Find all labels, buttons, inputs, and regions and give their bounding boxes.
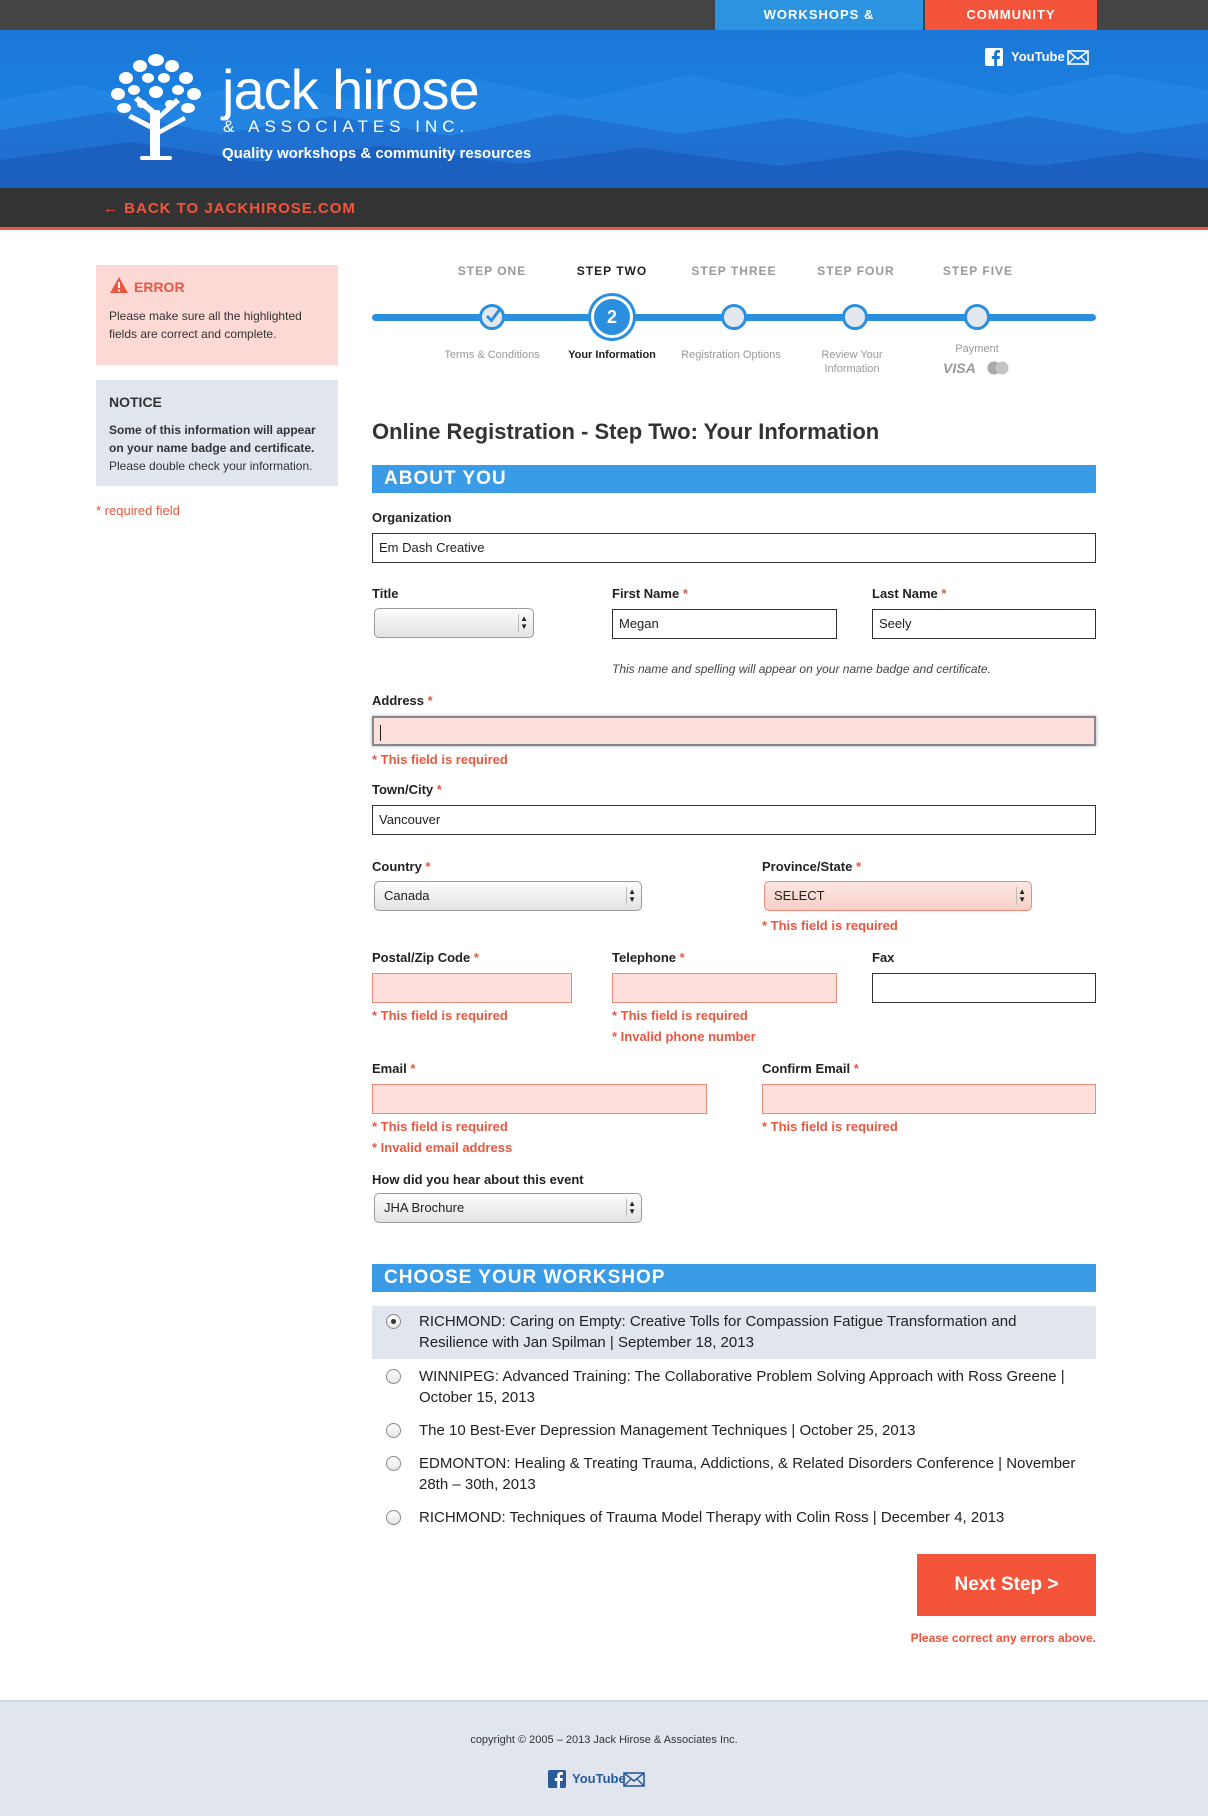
organization-input[interactable]: Em Dash Creative <box>372 533 1096 563</box>
select-arrows-icon: ▲ ▼ <box>1016 887 1026 905</box>
email-invalid-error: * Invalid email address <box>372 1140 513 1155</box>
address-input[interactable] <box>372 716 1096 746</box>
tree-logo-icon <box>104 48 208 164</box>
radio-unselected[interactable] <box>386 1510 401 1525</box>
notice-panel <box>96 380 338 486</box>
fax-label: Fax <box>872 950 895 965</box>
notice-bold-text: Some of this information will appear on your name badge and certificate. <box>109 423 316 455</box>
radio-unselected[interactable] <box>386 1423 401 1438</box>
confirm-email-input[interactable] <box>762 1084 1096 1114</box>
select-arrows-icon: ▲ ▼ <box>518 614 528 632</box>
name-badge-hint: This name and spelling will appear on your name badge and certificate. <box>612 662 991 676</box>
province-select[interactable]: SELECT ▲ ▼ <box>764 881 1032 911</box>
visa-icon: VISA <box>943 360 976 376</box>
postal-input[interactable] <box>372 973 572 1003</box>
title-select[interactable] <box>374 608 534 638</box>
brand-subtitle: & ASSOCIATES INC. <box>223 117 470 136</box>
step-four-sub: Review Your Information <box>821 349 883 375</box>
tagline: Quality workshops & community resources <box>222 145 532 162</box>
youtube-icon[interactable]: YouTube <box>1011 49 1065 64</box>
fax-input[interactable] <box>872 973 1096 1003</box>
confirm-email-error: * This field is required <box>762 1119 898 1134</box>
email-input[interactable] <box>372 1084 707 1114</box>
step-four-label: STEP FOUR <box>817 264 895 278</box>
about-you-heading: ABOUT YOU <box>372 465 1096 493</box>
correct-errors-message: Please correct any errors above. <box>910 1631 1096 1645</box>
step-two-label: STEP TWO <box>576 264 648 278</box>
step-one-label: STEP ONE <box>457 264 527 278</box>
telephone-input[interactable] <box>612 973 837 1003</box>
step-three-sub: Registration Options <box>681 349 781 361</box>
email-icon[interactable] <box>623 1772 645 1787</box>
postal-label: Postal/Zip Code * <box>372 950 479 965</box>
heard-about-select[interactable]: JHA Brochure ▲ ▼ <box>374 1193 642 1223</box>
heard-about-label: How did you hear about this event <box>372 1172 584 1187</box>
postal-error: * This field is required <box>372 1008 508 1023</box>
select-arrows-icon: ▲ ▼ <box>626 1199 636 1217</box>
country-label: Country * <box>372 859 431 874</box>
back-bar <box>0 188 1208 230</box>
organization-label: Organization <box>372 510 452 525</box>
province-error: * This field is required <box>762 918 898 933</box>
step-one-sub: Terms & Conditions <box>444 349 540 361</box>
step-five-sub: Payment <box>955 343 999 355</box>
site-header <box>0 30 1208 188</box>
next-step-button[interactable]: Next Step > <box>917 1554 1096 1616</box>
copyright: copyright © 2005 – 2013 Jack Hirose & Associates Inc. <box>470 1734 738 1746</box>
step-four-dot <box>842 304 868 330</box>
town-input[interactable]: Vancouver <box>372 805 1096 835</box>
step-two-sub: Your Information <box>568 349 656 361</box>
choose-workshop-heading: CHOOSE YOUR WORKSHOP <box>372 1264 1096 1292</box>
radio-unselected[interactable] <box>386 1456 401 1471</box>
radio-unselected[interactable] <box>386 1369 401 1384</box>
page-title: Online Registration - Step Two: Your Information <box>372 419 880 444</box>
last-name-label: Last Name * <box>872 586 947 601</box>
workshop-option[interactable]: The 10 Best-Ever Depression Management Techniques | October 25, 2013 <box>372 1419 1096 1447</box>
step-five-dot <box>964 304 990 330</box>
brand-name: jack hirose <box>222 58 479 121</box>
email-required-error: * This field is required <box>372 1119 508 1134</box>
step-three-label: STEP THREE <box>691 264 777 278</box>
address-error: * This field is required <box>372 752 508 767</box>
workshop-option[interactable]: RICHMOND: Caring on Empty: Creative Tolls for Compassion Fatigue Transformation and Resilience with Jan Spilman | September 18, 2013 <box>372 1306 1096 1359</box>
footer <box>0 1700 1208 1816</box>
first-name-label: First Name * <box>612 586 688 601</box>
back-to-site-link[interactable]: ← BACK TO JACKHIROSE.COM <box>103 200 356 217</box>
warning-icon <box>110 277 128 293</box>
workshop-option[interactable]: WINNIPEG: Advanced Training: The Collaborative Problem Solving Approach with Ross Greene | October 15, 2013 <box>372 1364 1096 1414</box>
country-select[interactable]: Canada ▲ ▼ <box>374 881 642 911</box>
facebook-icon[interactable] <box>985 48 1003 66</box>
notice-title: NOTICE <box>109 394 162 410</box>
youtube-icon[interactable]: YouTube <box>572 1771 626 1786</box>
email-label: Email * <box>372 1061 416 1076</box>
telephone-label: Telephone * <box>612 950 685 965</box>
error-message: Please make sure all the highlighted fields are correct and complete. <box>109 309 302 341</box>
workshop-option[interactable]: EDMONTON: Healing & Treating Trauma, Addictions, & Related Disorders Conference | November 28th – 30th, 2013 <box>372 1452 1096 1502</box>
required-field-note: * required field <box>96 503 180 518</box>
nav-workshops-conferences[interactable]: WORKSHOPS & <box>715 0 923 30</box>
notice-normal-text: Please double check your information. <box>109 459 313 473</box>
error-title: ERROR <box>110 279 185 295</box>
step-one-dot <box>479 304 505 330</box>
mastercard-icon <box>985 361 1011 375</box>
error-panel <box>96 265 338 365</box>
telephone-invalid-error: * Invalid phone number <box>612 1029 756 1044</box>
last-name-input[interactable]: Seely <box>872 609 1096 639</box>
step-two-dot: 2 <box>591 296 633 338</box>
checkmark-icon <box>484 307 502 325</box>
province-label: Province/State * <box>762 859 862 874</box>
telephone-required-error: * This field is required <box>612 1008 748 1023</box>
text-caret <box>380 725 381 741</box>
notice-message <box>109 421 331 475</box>
confirm-email-label: Confirm Email * <box>762 1061 859 1076</box>
email-icon[interactable] <box>1067 50 1089 65</box>
nav-community-resources[interactable]: COMMUNITY <box>925 0 1097 30</box>
title-label: Title <box>372 586 399 601</box>
first-name-input[interactable]: Megan <box>612 609 837 639</box>
workshop-option[interactable]: RICHMOND: Techniques of Trauma Model Therapy with Colin Ross | December 4, 2013 <box>372 1506 1096 1534</box>
facebook-icon[interactable] <box>548 1770 566 1788</box>
address-label: Address * <box>372 693 433 708</box>
step-five-label: STEP FIVE <box>942 264 1014 278</box>
town-label: Town/City * <box>372 782 442 797</box>
select-arrows-icon: ▲ ▼ <box>626 887 636 905</box>
radio-selected[interactable] <box>386 1314 401 1329</box>
step-three-dot <box>721 304 747 330</box>
